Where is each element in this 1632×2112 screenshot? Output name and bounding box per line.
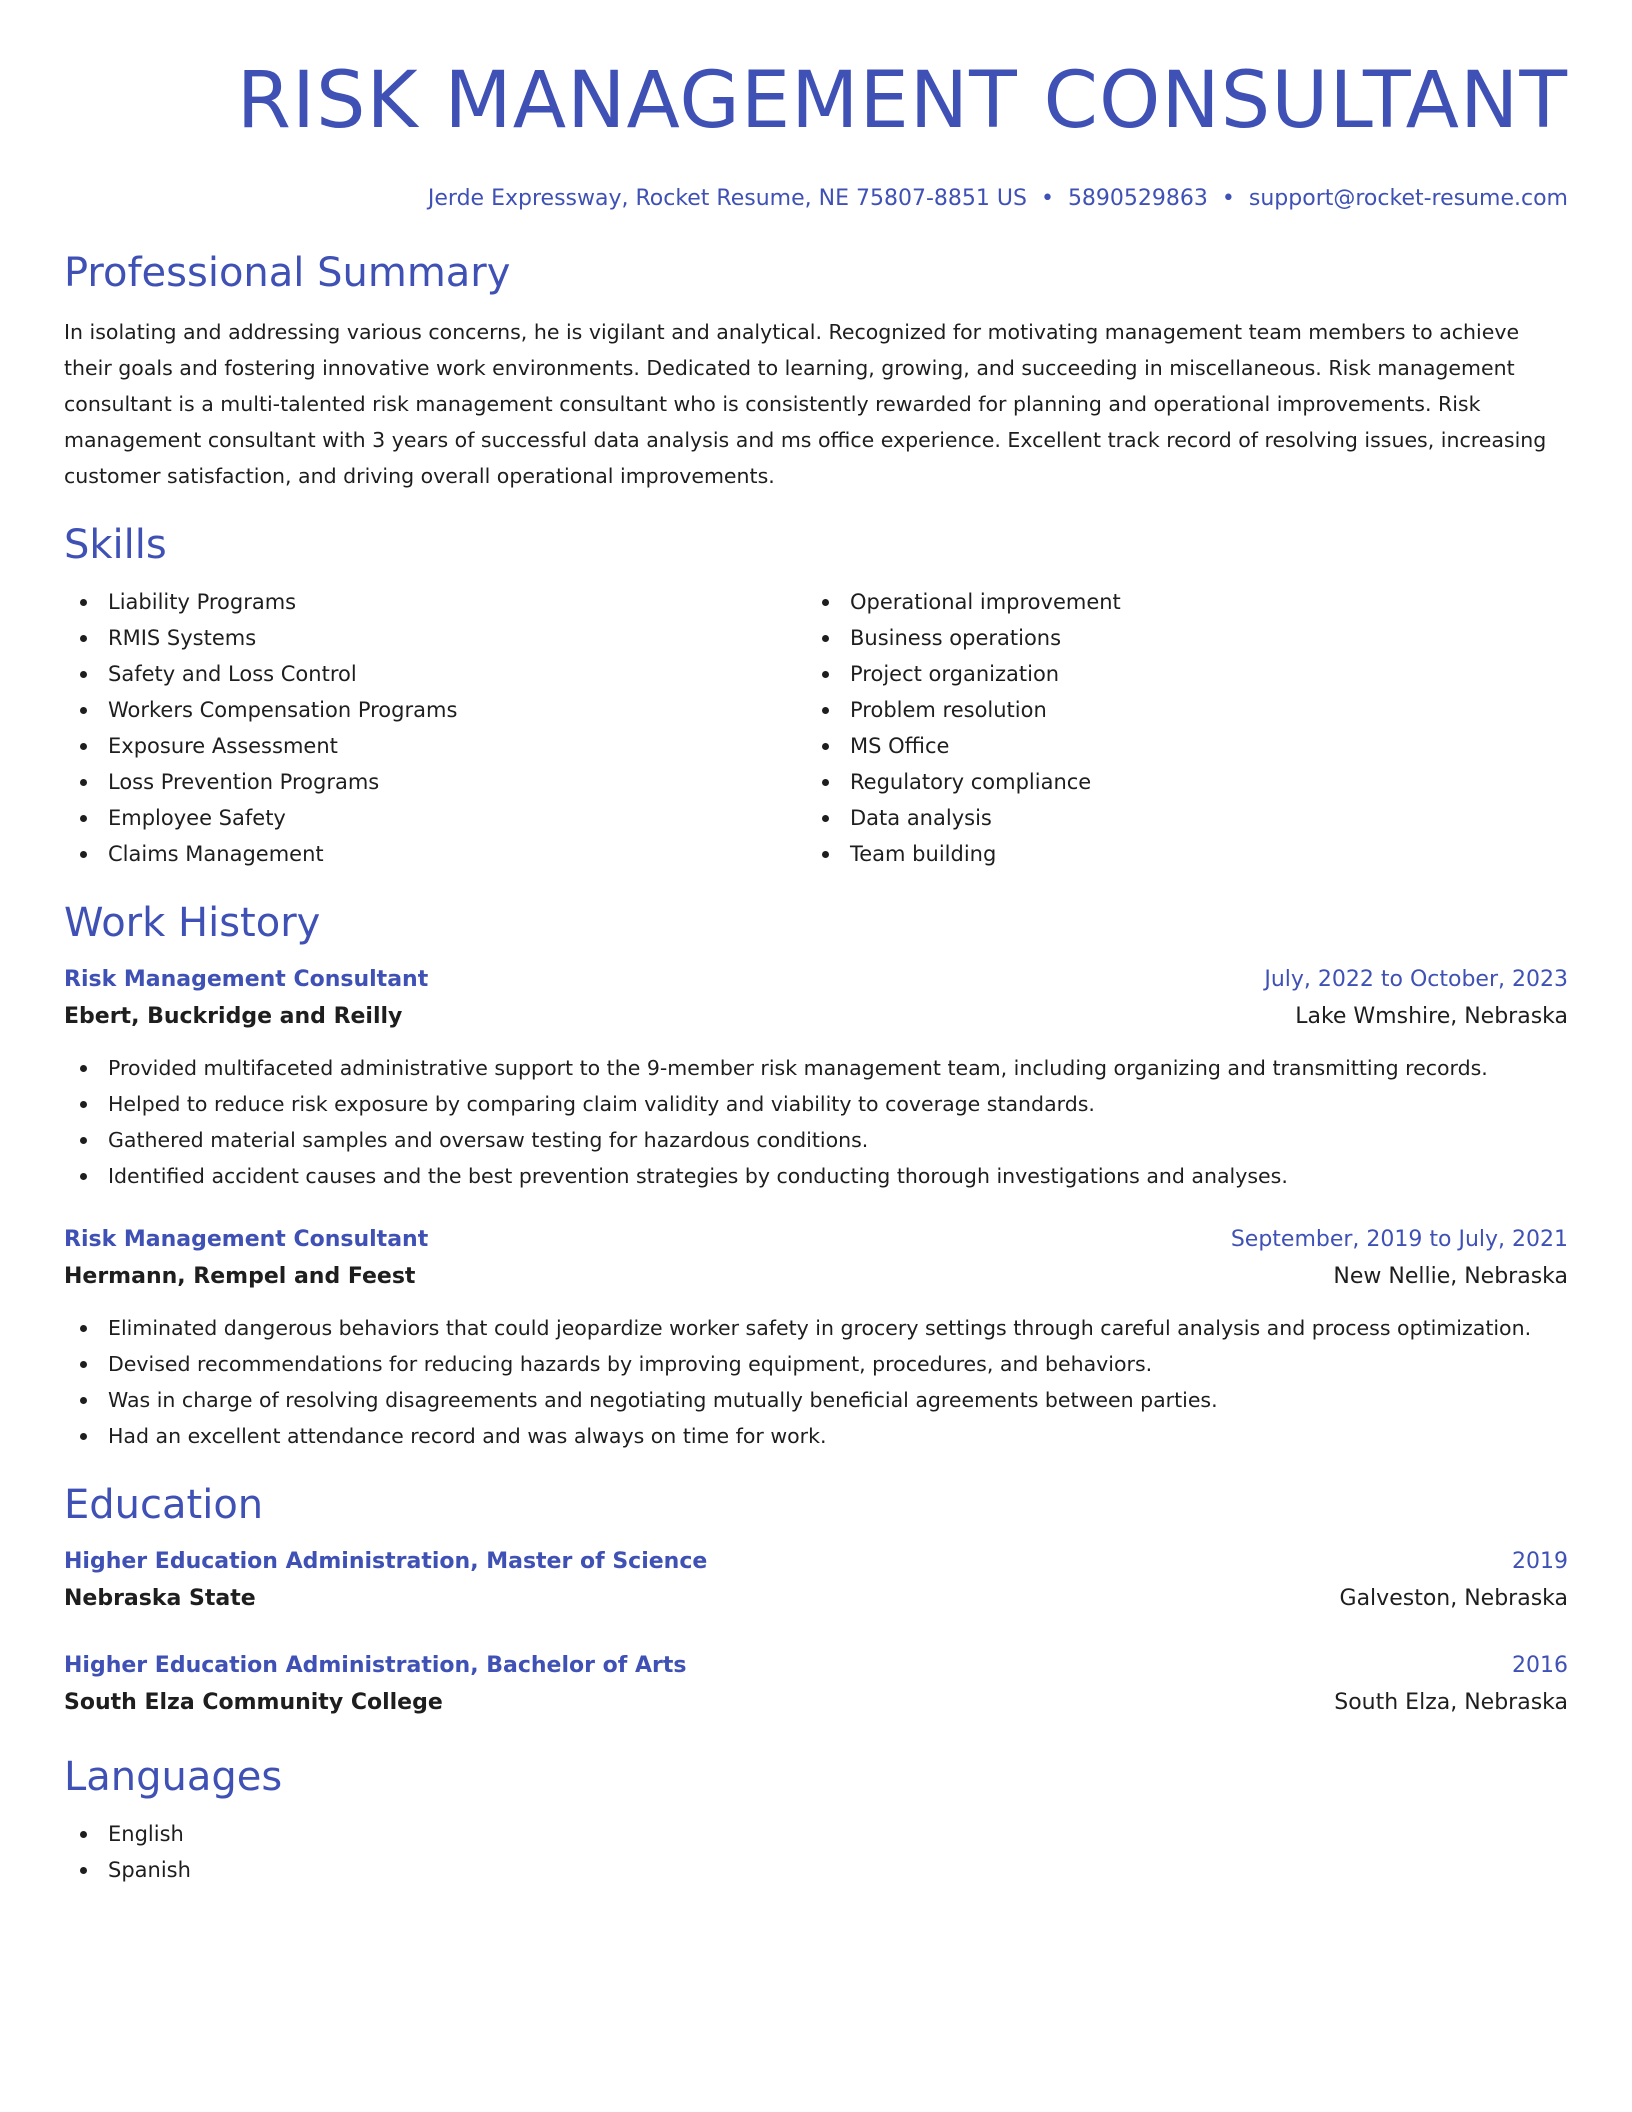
contact-email: support@rocket-resume.com [1248,186,1568,211]
skill-item: Project organization [806,656,1548,692]
contact-separator: • [1221,186,1235,211]
education-school: Nebraska State [64,1586,256,1611]
skill-item: Claims Management [64,836,806,872]
job-header-row [64,962,1568,998]
education-entry [64,1648,1568,1722]
skill-item: Problem resolution [806,692,1548,728]
skill-item: Business operations [806,620,1548,656]
education-degree: Higher Education Administration, Master of Science [64,1549,708,1574]
skill-item: Team building [806,836,1548,872]
job-bullet: Devised recommendations for reducing hazards by improving equipment, procedures, and behaviors. [64,1346,1568,1382]
job-bullets [64,1050,1568,1194]
skills-column-left [64,584,806,872]
languages-list [64,1816,1568,1888]
job-company: Ebert, Buckridge and Reilly [64,1004,403,1029]
contact-address: Jerde Expressway, Rocket Resume, NE 75807-8851 US [427,186,1027,211]
skills-list-left [64,584,806,872]
job-bullet: Eliminated dangerous behaviors that could jeopardize worker safety in grocery settings through careful analysis and process optimization. [64,1310,1568,1346]
skill-item: Operational improvement [806,584,1548,620]
education-header-row [64,1648,1568,1684]
contact-separator: • [1040,186,1054,211]
education-school-row [64,1580,1568,1618]
skill-item: Data analysis [806,800,1548,836]
contact-line [64,184,1568,214]
education-entry [64,1544,1568,1618]
skill-item: RMIS Systems [64,620,806,656]
job-dates: September, 2019 to July, 2021 [1230,1227,1568,1252]
job-entry [64,1222,1568,1454]
summary-text: In isolating and addressing various concerns, he is vigilant and analytical. Recognized for motivating management team members to achieve their goals and fostering innovative work environments. Dedicated to learning, growing, and succeeding in miscellaneous. Risk management consultant is a multi-talented risk management consultant who is consistently rewarded for planning and operational improvements. Risk management consultant with 3 years of successful data analysis and ms office experience. Excellent track record of resolving issues, increasing customer satisfaction, and driving overall operational improvements. [64,320,1547,488]
job-company-row [64,1258,1568,1296]
work-history-heading: Work History [64,900,321,946]
job-bullet: Helped to reduce risk exposure by comparing claim validity and viability to coverage standards. [64,1086,1568,1122]
education-year: 2016 [1512,1653,1568,1678]
contact-phone: 5890529863 [1067,186,1208,211]
language-item: Spanish [64,1852,1568,1888]
job-bullets [64,1310,1568,1454]
job-company: Hermann, Rempel and Feest [64,1264,416,1289]
job-bullet: Was in charge of resolving disagreements and negotiating mutually beneficial agreements between parties. [64,1382,1568,1418]
language-item: English [64,1816,1568,1852]
skill-item: MS Office [806,728,1548,764]
skills-heading: Skills [64,522,167,568]
skill-item: Workers Compensation Programs [64,692,806,728]
job-location: New Nellie, Nebraska [1333,1264,1568,1289]
skills-column-right [806,584,1548,872]
education-heading: Education [64,1482,264,1528]
education-location: South Elza, Nebraska [1334,1690,1568,1715]
skill-item: Safety and Loss Control [64,656,806,692]
summary-heading: Professional Summary [64,250,511,296]
job-dates: July, 2022 to October, 2023 [1264,967,1568,992]
skill-item: Liability Programs [64,584,806,620]
skill-item: Loss Prevention Programs [64,764,806,800]
education-school: South Elza Community College [64,1690,443,1715]
job-title: Risk Management Consultant [64,1227,429,1252]
education-school-row [64,1684,1568,1722]
skills-list-right [806,584,1548,872]
resume-title: RISK MANAGEMENT CONSULTANT [236,56,1568,146]
skill-item: Exposure Assessment [64,728,806,764]
job-bullet: Gathered material samples and oversaw testing for hazardous conditions. [64,1122,1568,1158]
education-location: Galveston, Nebraska [1339,1586,1568,1611]
languages-heading: Languages [64,1754,283,1800]
job-bullet: Provided multifaceted administrative support to the 9-member risk management team, including organizing and transmitting records. [64,1050,1568,1086]
job-title: Risk Management Consultant [64,967,429,992]
job-bullet: Identified accident causes and the best prevention strategies by conducting thorough investigations and analyses. [64,1158,1568,1194]
job-header-row [64,1222,1568,1258]
skill-item: Employee Safety [64,800,806,836]
skills-grid [64,584,1568,872]
job-company-row [64,998,1568,1036]
education-header-row [64,1544,1568,1580]
education-year: 2019 [1512,1549,1568,1574]
education-degree: Higher Education Administration, Bachelor of Arts [64,1653,687,1678]
job-bullet: Had an excellent attendance record and was always on time for work. [64,1418,1568,1454]
job-entry [64,962,1568,1194]
job-location: Lake Wmshire, Nebraska [1295,1004,1568,1029]
skill-item: Regulatory compliance [806,764,1548,800]
resume-page [64,56,1568,1888]
